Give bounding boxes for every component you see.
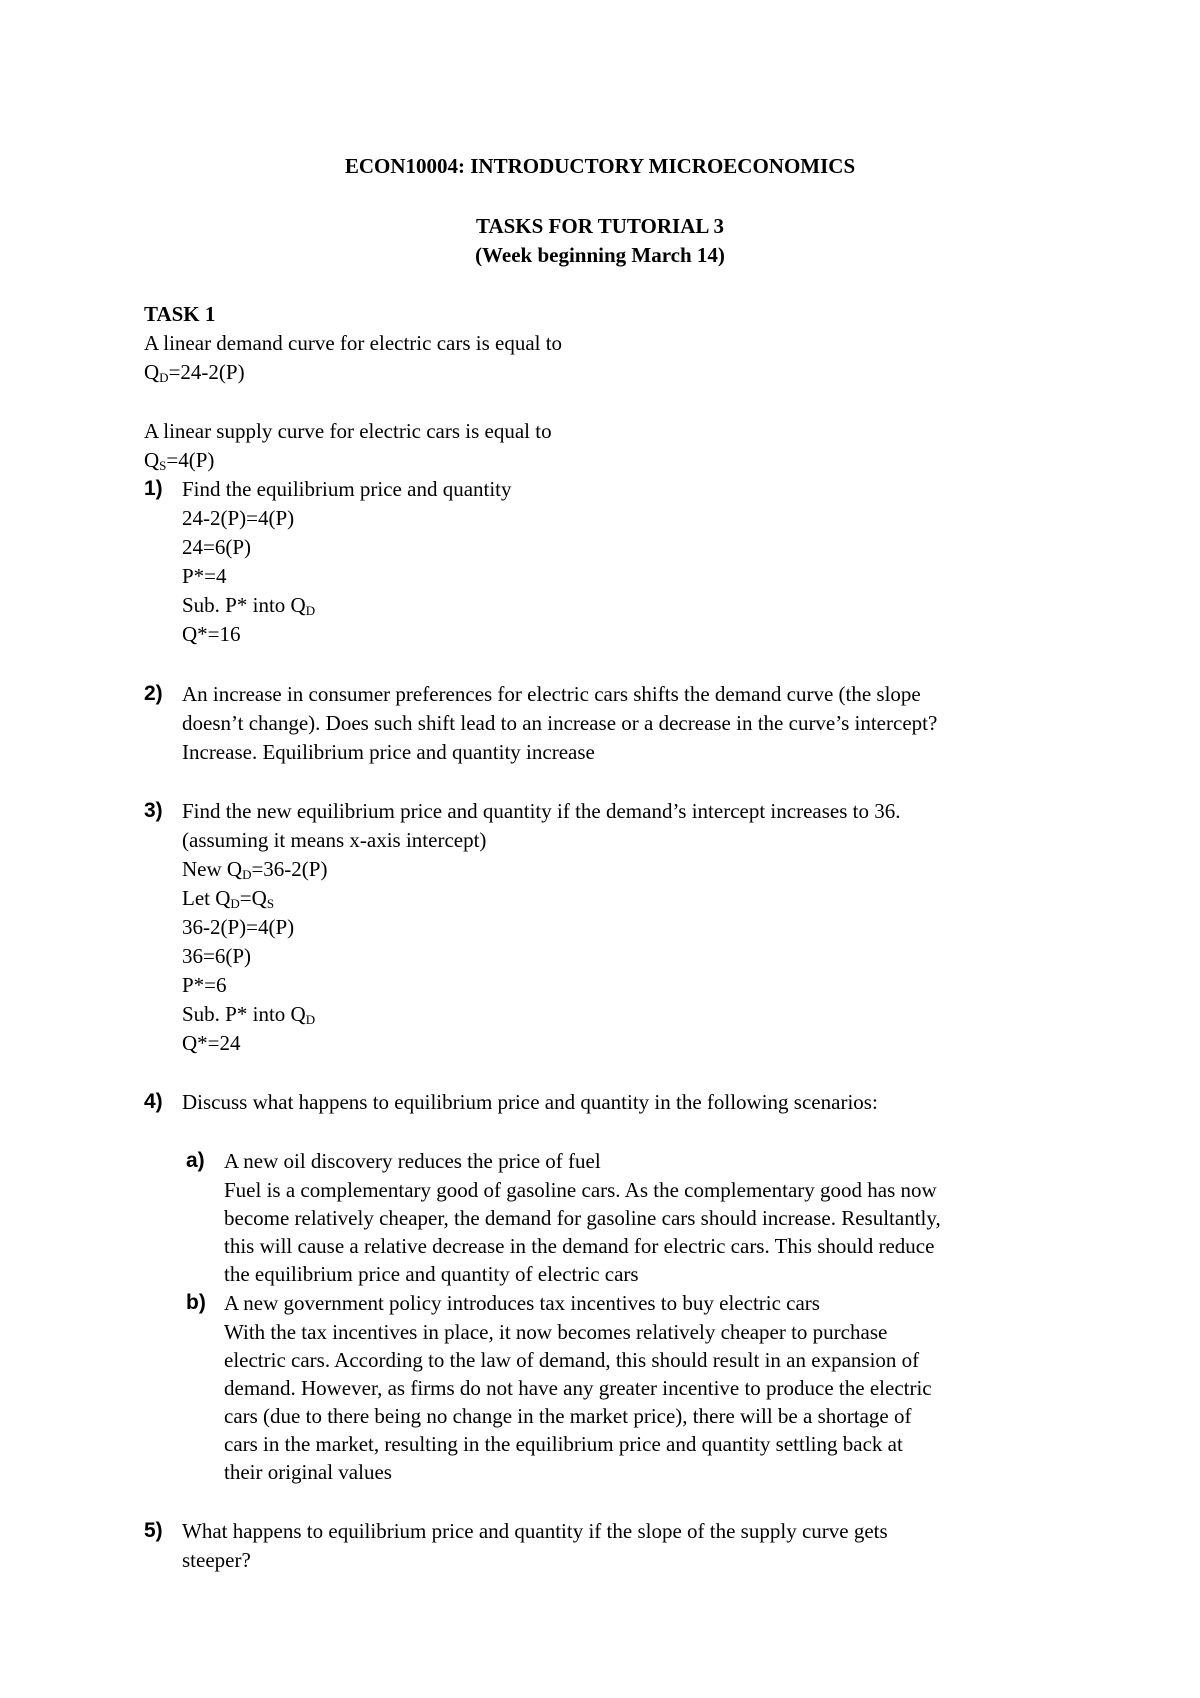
question-2-text: An increase in consumer preferences for electric cars shifts the demand curve (the slope [182, 682, 921, 706]
task-heading: TASK 1 [144, 302, 216, 326]
answer-line: cars in the market, resulting in the equilibrium price and quantity settling back at [224, 1432, 903, 1456]
answer-line: demand. However, as firms do not have any greater incentive to produce the electric [224, 1376, 932, 1400]
demand-equation: $Q_D=24-2(P)$ [144, 360, 245, 385]
question-5-text: What happens to equilibrium price and quantity if the slope of the supply curve gets [182, 1519, 888, 1543]
scenario-b-text: A new government policy introduces tax incentives to buy electric cars [224, 1291, 820, 1315]
question-3-text: Find the new equilibrium price and quantity if the demand’s intercept increases to 36. [182, 799, 901, 823]
question-5-text: steeper? [182, 1548, 251, 1572]
answer-line: this will cause a relative decrease in the demand for electric cars. This should reduce [224, 1234, 935, 1258]
answer-line: 24-2(P)=4(P) [182, 506, 295, 530]
question-number-4: 4) [144, 1090, 163, 1113]
question-number-1: 1) [144, 477, 163, 500]
answer-line: electric cars. According to the law of demand, this should result in an expansion of [224, 1348, 920, 1372]
answer-line: cars (due to there being no change in the market price), there will be a shortage of [224, 1404, 912, 1428]
supply-intro: A linear supply curve for electric cars is equal to [144, 419, 552, 443]
demand-intro: A linear demand curve for electric cars is equal to [144, 331, 563, 355]
answer-line: New $Q_D=36-2(P)$ [182, 857, 328, 882]
question-2-text: doesn’t change). Does such shift lead to an increase or a decrease in the curve’s intercept? [182, 711, 938, 735]
answer-line: their original values [224, 1460, 392, 1484]
answer-line: Let $Q_D=Q_S$ [182, 886, 275, 911]
scenario-label-a: a) [186, 1149, 205, 1172]
scenario-label-b: b) [186, 1291, 206, 1314]
answer-line: P*=6 [182, 973, 227, 997]
question-4-text: Discuss what happens to equilibrium price and quantity in the following scenarios: [182, 1090, 878, 1114]
answer-line: 24=6(P) [182, 535, 252, 559]
question-1-text: Find the equilibrium price and quantity [182, 477, 512, 501]
question-number-2: 2) [144, 682, 163, 705]
question-number-3: 3) [144, 799, 163, 822]
course-title: ECON10004: INTRODUCTORY MICROECONOMICS [344, 154, 856, 178]
question-number-5: 5) [144, 1519, 163, 1542]
answer-line: (assuming it means x-axis intercept) [182, 828, 487, 852]
answer-line: the equilibrium price and quantity of electric cars [224, 1262, 639, 1286]
answer-line: 36=6(P) [182, 944, 252, 968]
answer-line: Q*=16 [182, 622, 241, 646]
answer-line: Sub. P* into $Q_D$ [182, 1002, 316, 1027]
answer-line: With the tax incentives in place, it now becomes relatively cheaper to purchase [224, 1320, 888, 1344]
answer-line: Q*=24 [182, 1031, 241, 1055]
supply-equation: $Q_S=4(P)$ [144, 448, 215, 473]
tutorial-title: TASKS FOR TUTORIAL 3 [476, 214, 724, 238]
answer-line: P*=4 [182, 564, 227, 588]
scenario-a-text: A new oil discovery reduces the price of fuel [224, 1149, 601, 1173]
answer-line: 36-2(P)=4(P) [182, 915, 295, 939]
answer-line: become relatively cheaper, the demand for gasoline cars should increase. Resultantly, [224, 1206, 941, 1230]
answer-line: Fuel is a complementary good of gasoline cars. As the complementary good has now [224, 1178, 937, 1202]
answer-line: Increase. Equilibrium price and quantity increase [182, 740, 595, 764]
week-subtitle: (Week beginning March 14) [475, 243, 725, 267]
answer-line: Sub. P* into $Q_D$ [182, 593, 316, 618]
